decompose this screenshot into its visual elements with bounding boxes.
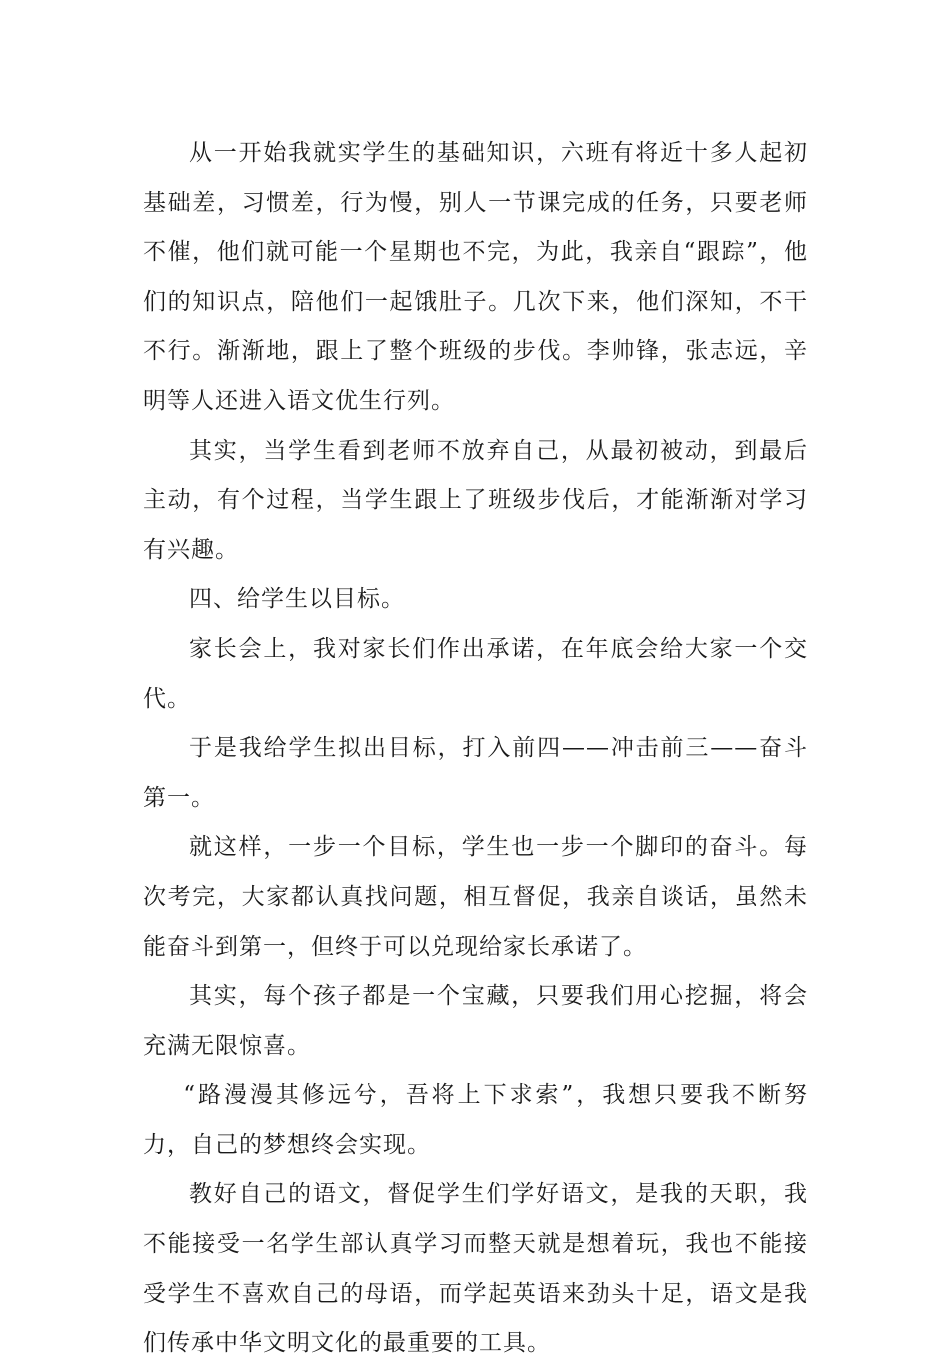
paragraph-duty: 教好自己的语文，督促学生们学好语文，是我的天职，我不能接受一名学生部认真学习而整天就是想着玩，我也不能接受学生不喜欢自己的母语，而学起英语来劲头十足，语文是我们传承中华文明文化的最重要的工具。 (143, 1181, 808, 1357)
section-heading-goals: 四、给学生以目标。 (189, 586, 405, 613)
document-body (143, 129, 808, 1369)
paragraph-basic-knowledge: 从一开始我就实学生的基础知识，六班有将近十多人起初基础差，习惯差，行为慢，别人一节课完成的任务，只要老师不催，他们就可能一个星期也不完，为此，我亲自“跟踪”，他们的知识点，陪他们一起饿肚子。几次下来，他们深知，不干不行。渐渐地，跟上了整个班级的步伐。李帅锋，张志远，辛明等人还进入语文优生行列。 (143, 140, 808, 414)
paragraph-step-by-step: 就这样，一步一个目标，学生也一步一个脚印的奋斗。每次考完，大家都认真找问题，相互督促，我亲自谈话，虽然未能奋斗到第一，但终于可以兑现给家长承诺了。 (143, 834, 808, 960)
paragraph-parent-meeting: 家长会上，我对家长们作出承诺，在年底会给大家一个交代。 (143, 635, 808, 712)
paragraph-quote: “路漫漫其修远兮，吾将上下求索”，我想只要我不断努力，自己的梦想终会实现。 (143, 1082, 808, 1158)
paragraph-not-giving-up: 其实，当学生看到老师不放弃自己，从最初被动，到最后主动，有个过程，当学生跟上了班级步伐后，才能渐渐对学习有兴趣。 (143, 437, 808, 563)
paragraph-targets: 于是我给学生拟出目标，打入前四——冲击前三——奋斗第一。 (143, 735, 808, 811)
paragraph-treasure: 其实，每个孩子都是一个宝藏，只要我们用心挖掘，将会充满无限惊喜。 (143, 983, 808, 1059)
